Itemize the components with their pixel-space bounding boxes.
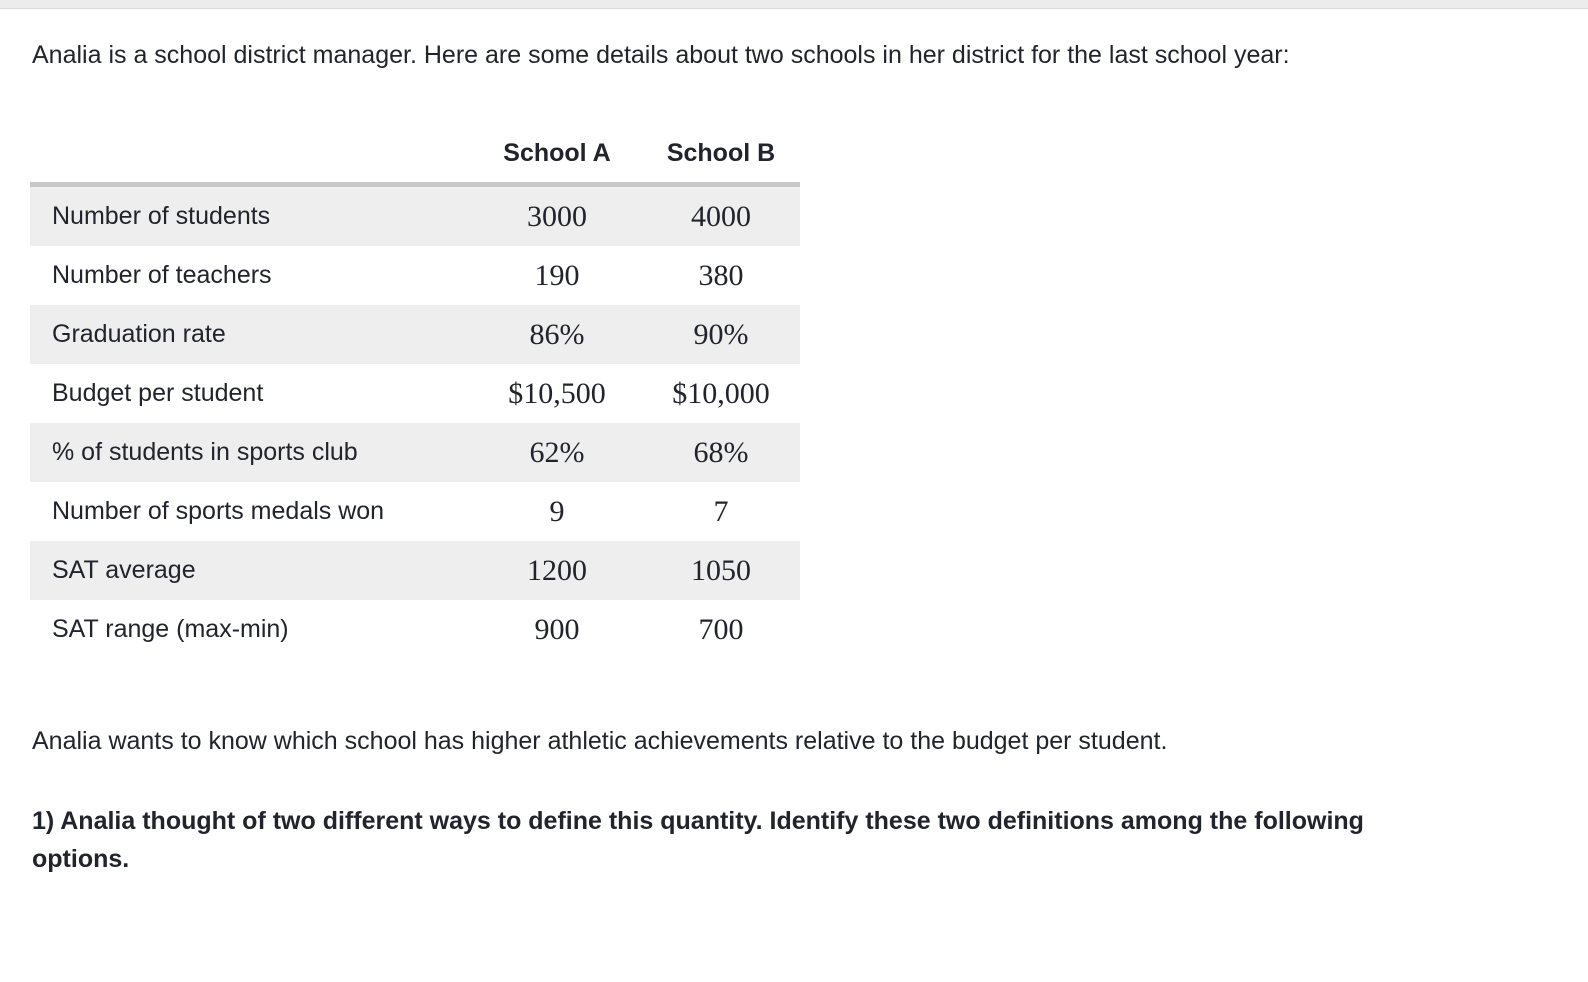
row-label: Number of students xyxy=(52,202,271,231)
school-b-value: 68% xyxy=(693,435,749,469)
table-row xyxy=(30,482,800,541)
header-school-a: School A xyxy=(472,129,642,185)
table-row xyxy=(30,246,800,305)
school-b-value: 4000 xyxy=(691,199,751,233)
school-b-value: 1050 xyxy=(691,553,751,587)
table-row xyxy=(30,364,800,423)
school-a-value: 1200 xyxy=(527,553,587,587)
school-a-value: 3000 xyxy=(527,199,587,233)
row-label: SAT range (max-min) xyxy=(52,615,289,644)
school-a-value: 190 xyxy=(534,258,580,292)
school-a-value: 62% xyxy=(529,435,585,469)
row-label: Graduation rate xyxy=(52,320,226,349)
intro-text: Analia is a school district manager. Here are some details about two schools in her district for the last school year: xyxy=(32,41,1290,69)
problem-page xyxy=(0,9,1588,919)
row-label: % of students in sports club xyxy=(52,438,358,467)
school-a-value: 9 xyxy=(549,494,565,528)
school-b-value: 7 xyxy=(713,494,729,528)
table-header-row xyxy=(30,129,800,185)
header-school-b: School B xyxy=(642,129,800,185)
school-a-value: $10,500 xyxy=(508,376,606,410)
school-b-value: 90% xyxy=(693,317,749,351)
schools-table xyxy=(30,129,800,659)
school-a-value: 86% xyxy=(529,317,585,351)
table-row xyxy=(30,600,800,659)
top-divider xyxy=(0,0,1588,9)
school-b-value: 700 xyxy=(698,612,744,646)
table-row xyxy=(30,423,800,482)
school-b-value: 380 xyxy=(698,258,744,292)
table-row xyxy=(30,305,800,364)
header-spacer-cell xyxy=(30,129,472,185)
table-row xyxy=(30,185,800,247)
question-text: Analia wants to know which school has higher athletic achievements relative to the budget per student. xyxy=(32,727,1168,756)
school-b-value: $10,000 xyxy=(672,376,770,410)
table-row xyxy=(30,541,800,600)
row-label: Number of sports medals won xyxy=(52,497,385,526)
school-a-value: 900 xyxy=(534,612,580,646)
prompt-text: 1) Analia thought of two different ways to define this quantity. Identify these two definitions among the following options. xyxy=(32,806,1364,874)
row-label: SAT average xyxy=(52,556,196,585)
row-label: Number of teachers xyxy=(52,261,272,290)
row-label: Budget per student xyxy=(52,379,264,408)
